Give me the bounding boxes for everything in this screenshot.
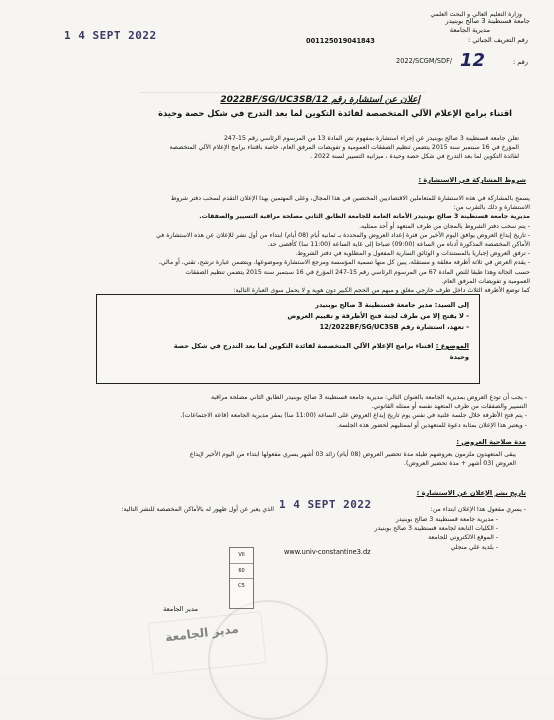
stamp-cell: C5 [230, 578, 253, 594]
procedure-line: - ويعتبر هذا الإعلان بمثابة دعوة للمتعهدين أو لممثليهم لحضور هذه الجلسة. [336, 421, 527, 429]
university-name: جامعة قسنطينة 3 صالح بوبنيدر [445, 17, 530, 25]
validity-body [44, 450, 516, 468]
envelope-subject-cont: وحيدة [449, 353, 469, 361]
announcement-subtitle: اقتناء برامج الإعلام الآلي المتخصصة لفائدة التكوين لما بعد التدرج في شكل حصة وحيدة [158, 108, 512, 118]
participation-line: - يقدم العرض في ثلاثة أظرفة مغلقة و مستقلة، يبين كل منها تسمية المؤسسة ومرجع الاستشارة وموضوعها، ويتضمن عبارة ترشح، تقني، أو مالي، [158, 259, 530, 267]
envelope-line-3: - تعهد، استشارة رقم 12/2022BF/SG/UC3SB [319, 323, 469, 331]
envelope-box [96, 294, 480, 384]
reference-code: 2022/SCGM/SDF/ [396, 57, 453, 65]
stamp-cell: VII [238, 552, 245, 558]
publication-place: - الكليات التابعة لجامعة قسنطينة 3 صالح بوبنيدر [374, 525, 498, 533]
publication-intro: - يسري مفعول هذا الإعلان ابتداء من: [430, 506, 526, 513]
announcement-title: إعلان عن استشارة رقم 2022BF/SG/UC3SB/12 [220, 95, 420, 105]
participation-heading: شروط المشاركة في الاستشارة : [418, 176, 526, 184]
reference-number: 12 [460, 50, 486, 71]
publication-heading: تاريخ نشر الإعلان عن الاستشارة : [416, 489, 526, 497]
participation-line: مديرية جامعة قسنطينة 3 صالح بوبنيدر الأمانة العامة للجامعة الطابق الثاني مصلحة مراقبة التسيير والصفقات. [199, 213, 530, 221]
participation-line: يسمح بالمشاركة في هذه الاستشارة للمتعاملين الاقتصاديين المختصين في هذا المجال، وعلى المهتمين بهذا الإعلان التقدم لسحب دفتر شروط [170, 195, 530, 202]
reference-label: رقم : [512, 58, 528, 66]
participation-line: العمومية و تفويضات المرفق العام. [441, 277, 530, 285]
header-date-stamp: 1 4 SEPT 2022 [64, 29, 157, 42]
ministry-line: وزارة التعليم العالي و البحث العلمي [430, 11, 522, 18]
envelope-line-2: - لا يفتح إلا من طرف لجنة فتح الأظرفة و تقييم العروض [287, 312, 469, 320]
intro-line: المؤرخ في 16 سبتمبر سنة 2015 يتضمن تنظيم الصفقات العمومية و تفويضات المرفق العام، خاصة باقتناء برامج الإعلام الآلي المتخصصة [169, 144, 519, 152]
validity-heading: مدة صلاحية العروض : [456, 438, 526, 446]
participation-line: كما توضع الأظرفة الثلاث داخل ظرف خارجي مغلق و مبهم من الحجم الكبير دون هوية و لا يحمل سوى العبارة التالية: [233, 287, 530, 295]
signature-scribble: مدير الجامعة [164, 621, 240, 645]
publication-place: - بلدية علي منجلي [450, 543, 498, 551]
tax-label: رقم التعريف الجبائي : [468, 36, 528, 44]
procedures-body [34, 393, 527, 430]
envelope-subject-label: الموضوع : [435, 342, 469, 350]
participation-line: - تاريخ إيداع العروض يوافق اليوم الأخير من فترة إعداد العروض والمحددة بـ ثمانية أيام (08 أيام) ابتداء من أول نشر للإعلان عن هذه الاستشارة في [156, 231, 530, 239]
intro-paragraph [44, 134, 519, 162]
validity-line: يبقى المتعهدون ملزمون بعروضهم طيلة مدة تحضير العروض (08 أيام) زائد 03 أشهر يسري مفعولها ابتداء من اليوم الأخير لإيداع [189, 451, 516, 458]
directorate-name: مديرية الجامعة [449, 26, 490, 34]
envelope-subject [97, 342, 469, 351]
validity-line: العروض (03 أشهر + مدة تحضير العروض). [404, 460, 516, 468]
envelope-subject-text: اقتناء برامج الإعلام الآلي المتخصصة لفائدة التكوين لما بعد التدرج في شكل حصة [173, 342, 434, 350]
procedure-line: التسيير والصفقات من طرف المتعهد نفسه أو ممثله القانوني. [371, 403, 527, 411]
stamp-cell: 60 [230, 563, 253, 579]
university-website: www.univ-constantine3.dz [284, 548, 371, 556]
intro-line: تعلن جامعة قسنطينة 3 صالح بوبنيدر عن إجراء استشارة بمفهوم نص المادة 13 من المرسوم الرئاسي رقم 15-247 [223, 135, 519, 142]
participation-line: - ترفق العروض إجباريا بالمستندات و الوثائق السارية المفعول و المطلوبة في دفتر الشروط. [295, 250, 530, 258]
publication-place: - مديرية جامعة قسنطينة 3 صالح بوبنيدر [395, 516, 498, 523]
signature-title: مدير الجامعة [163, 605, 198, 613]
publication-intro-cont: الذي يعبر عن أول ظهور له بالأماكن المخصصة للنشر التالية: [121, 506, 274, 513]
participation-line: - يتم سحب دفتر الشروط بالمجان من طرف المتعهد أو أحد ممثليه. [359, 222, 530, 230]
publication-date-stamp: 1 4 SEPT 2022 [279, 498, 372, 511]
participation-body [30, 194, 530, 295]
publication-places [258, 515, 498, 552]
title-separator [140, 92, 426, 93]
procedure-line: - يجب أن تودع العروض بمديرية الجامعة بالعنوان التالي: مديرية جامعة قسنطينة 3 صالح بوبنيدر الطابق الثاني مصلحة مراقبة [210, 394, 527, 401]
publication-place: - الموقع الالكتروني للجامعة [428, 534, 498, 542]
participation-line: حسب الحالة وهذا طبقا للنص المادة 67 من المرسوم الرئاسي رقم 15-247 المؤرخ في 16 سبتمبر سنة 2015 يتضمن تنظيم الصفقات [185, 268, 530, 276]
participation-line: الأماكن المخصصة المذكورة أدناه من الساعة (09:00) صباحا إلى غاية الساعة (11:00 سا) كأقصى حد. [267, 241, 530, 249]
registration-stamp [229, 547, 254, 609]
intro-line: لفائدة التكوين لما بعد التدرج في شكل حصة وحيدة ، ميزانية التسيير لسنة 2022 . [310, 153, 519, 161]
procedure-line: - يتم فتح الأظرفة خلال جلسة علنية في نفس يوم تاريخ إيداع العروض على الساعة (11:00 سا) بمقر مديرية الجامعة (قاعة الاجتماعات). [180, 412, 527, 420]
envelope-to: إلى السيد: مدير جامعة قسنطينة 3 صالح بوبنيدر [315, 301, 469, 309]
participation-line: الاستشارة و ذلك بالتقرب من: [453, 204, 530, 212]
tax-number: 001125019041843 [306, 37, 375, 45]
